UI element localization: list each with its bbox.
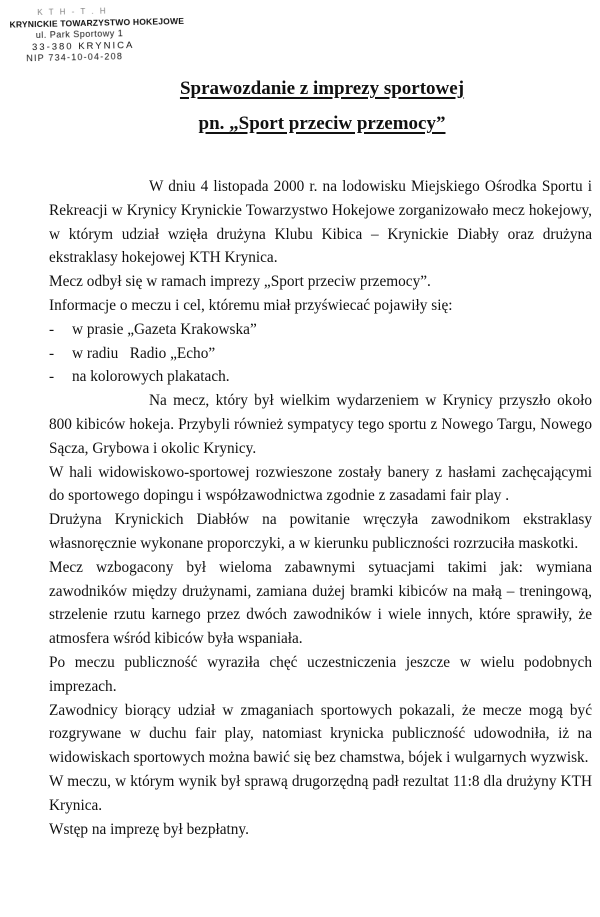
paragraph: Na mecz, który był wielkim wydarzeniem w Krynicy przyszło około 800 kibiców hokeja. Przybyli również sympatycy tego sportu z Nowego Targu, Nowego Sącza, Grybowa i okolic Krynicy. <box>49 392 592 457</box>
bullet-marker: - <box>49 344 55 362</box>
list-item <box>49 342 592 366</box>
list-item-text: w radiu Radio „Echo” <box>72 344 216 362</box>
list-item-text: w prasie „Gazeta Krakowska” <box>72 320 257 338</box>
document-title: Sprawozdanie z imprezy sportowej <box>179 78 465 99</box>
bullet-marker: - <box>49 368 55 386</box>
paragraph: Informacje o meczu i cel, któremu miał przyświecać pojawiły się: <box>49 296 453 314</box>
list-item-text: na kolorowych plakatach. <box>72 368 230 386</box>
list-item <box>49 365 592 389</box>
bullet-marker: - <box>49 320 55 338</box>
stamp-line: K T H - T . H <box>37 6 108 17</box>
paragraph: W dniu 4 listopada 2000 r. na lodowisku Miejskiego Ośrodka Sportu i Rekreacji w Krynicy Krynickie Towarzystwo Hokejowe zorganizowało mecz hokejowy, w którym udział wzięła drużyna Klubu Kibica – Krynickie Diabły oraz drużyna ekstraklasy hokejowej KTH Krynica. <box>49 178 592 267</box>
paragraph: W meczu, w którym wynik był sprawą drugorzędną padł rezultat 11:8 dla drużyny KTH Krynica. <box>49 772 592 814</box>
paragraph: W hali widowiskowo-sportowej rozwieszone zostały banery z hasłami zachęcającymi do sportowego dopingu i współzawodnictwa zgodnie z zasadami fair play . <box>49 463 592 505</box>
stamp-line: NIP 734-10-04-208 <box>26 51 124 64</box>
organization-stamp <box>9 4 185 85</box>
stamp-line: KRYNICKIE TOWARZYSTWO HOKEJOWE <box>9 15 185 30</box>
paragraph: Po meczu publiczność wyraziła chęć uczestniczenia jeszcze w wielu podobnych imprezach. <box>49 653 592 695</box>
media-list <box>49 318 592 389</box>
stamp-line: ul. Park Sportowy 1 <box>35 28 124 41</box>
paragraph: Mecz wzbogacony był wieloma zabawnymi sytuacjami takimi jak: wymiana zawodników między drużynami, zamiana dużej bramki kibiców na małą – treningową, strzelenie rzutu karnego przez dwóch zawodników i wiele innych, które sprawiły, że atmosfera wśród kibiców była wspaniała. <box>49 558 592 648</box>
paragraph: Mecz odbył się w ramach imprezy „Sport przeciw przemocy”. <box>49 273 431 291</box>
list-item <box>49 318 592 342</box>
paragraph: Drużyna Krynickich Diabłów na powitanie wręczyła zawodnikom ekstraklasy własnoręcznie wykonane proporczyki, a w kierunku publiczności rozrzuciła maskotki. <box>49 511 592 552</box>
stamp-line: 33-380 KRYNICA <box>31 39 135 53</box>
paragraph: Wstęp na imprezę był bezpłatny. <box>49 820 249 838</box>
document-subtitle: pn. „Sport przeciw przemocy” <box>198 113 446 134</box>
document-body <box>49 175 592 841</box>
paragraph: Zawodnicy biorący udział w zmaganiach sportowych pokazali, że mecze mogą być rozgrywane w duchu fair play, natomiast krynicka publiczność udowodniła, iż na widowiskach sportowych można bawić się bez chamstwa, bójek i wulgarnych wyzwisk. <box>49 701 592 767</box>
